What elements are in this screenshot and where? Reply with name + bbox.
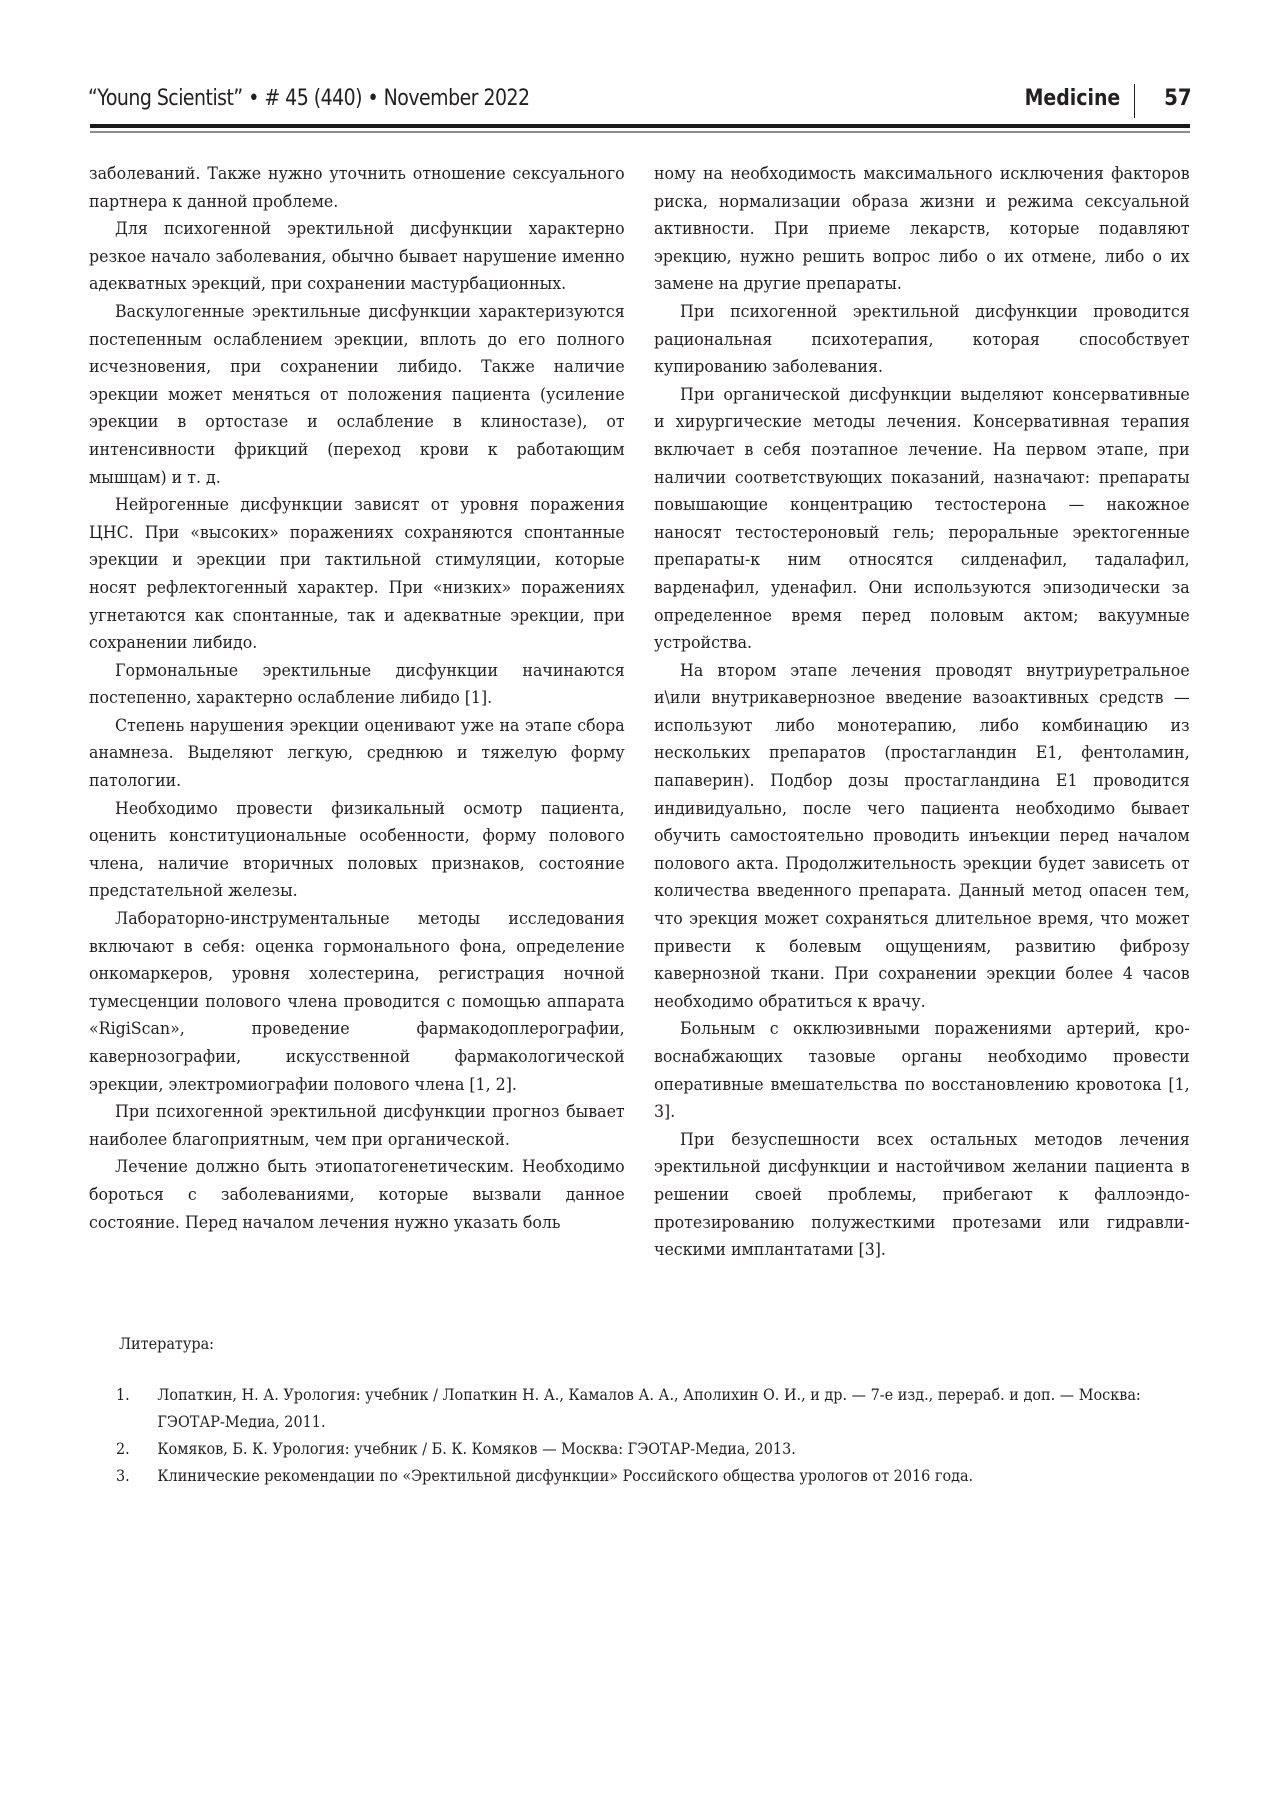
paragraph: Больным с окклюзивными поражениями артерий, кровоснабжающих тазовые органы необходимо провести оперативные вмешательства по восстановлению кровотока [1, 3]. <box>654 1019 1190 1123</box>
paragraph: Васкулогенные эректильные дисфункции характеризуются постепенным ослаблением эрекции, вплоть до его полного исчезновения, при сохранении либидо. Также наличие эрекции может меняться от положения пациента (усиление эрекции в ортостазе и ослабление в клиностазе), от интенсивности фрикций (переход крови к работающим мышцам) и т. д. <box>89 301 625 488</box>
reference-item <box>89 1381 1201 1435</box>
paragraph: Лечение должно быть этиопатогенетическим. Необходимо бороться с заболеваниями, которые вызвали данное состояние. Перед началом лечения нужно указать боль <box>89 1157 625 1233</box>
page-number: 57 <box>1164 86 1192 111</box>
paragraph: Гормональные эректильные дисфункции начинаются постепенно, характерно ослабление либидо [1]. <box>89 660 625 709</box>
reference-number: 2. <box>116 1439 130 1458</box>
paragraph: Для психогенной эректильной дисфункции характерно резкое начало заболевания, обычно бывает нарушение именно адекватных эрекций, при сохранении мастурбационных. <box>89 219 625 295</box>
paragraph: заболеваний. Также нужно уточнить отношение сексуального партнера к данной проблеме. <box>89 164 625 212</box>
reference-item <box>89 1435 1201 1462</box>
references-section <box>89 1330 1199 1489</box>
reference-number: 3. <box>116 1466 130 1485</box>
paragraph: Степень нарушения эрекции оценивают уже на этапе сбора анамнеза. Выделяют легкую, среднюю и тяжелую форму патологии. <box>89 715 625 792</box>
paragraph: При психогенной эректильной дисфункции прогноз бывает наиболее благоприятным, чем при органической. <box>89 1102 625 1150</box>
header-divider <box>1134 84 1136 118</box>
paragraph: При органической дисфункции выделяют консервативные и хирургические методы лечения. Консервативная терапия включает в себя поэтапное лечение. На первом этапе, при наличии соответствующих показаний, назначают: препараты повышающие концентрацию тестостерона — накожное наносят тестостероновый гель; пероральные эректогенные препараты-к ним относятся силденафил, тадалафил, варденафил, уденафил. Они используются эпизодически за определенное время перед половым актом; вакуумные устройства. <box>654 384 1190 654</box>
references-list <box>89 1381 1199 1489</box>
reference-number: 1. <box>116 1385 130 1404</box>
reference-text: Клинические рекомендации по «Эректильной дисфункции» Российского общества урологов от 2016 года. <box>157 1466 974 1485</box>
header-rule-thin <box>90 131 1190 133</box>
header-rule-thick <box>90 124 1190 128</box>
running-header <box>88 84 1192 124</box>
header-right <box>1009 84 1192 120</box>
paragraph: ному на необходимость максимального исключения факторов риска, нормализации образа жизни и режима сексуальной активности. При приеме лекарств, которые подавляют эрекцию, нужно решить вопрос либо о их отмене, либо о их замене на другие препараты. <box>654 164 1190 295</box>
right-column <box>654 161 1190 1265</box>
reference-item <box>89 1462 1201 1489</box>
section-name: Medicine <box>1024 86 1120 111</box>
reference-text: Лопаткин, Н. А. Урология: учебник / Лопаткин Н. А., Камалов А. А., Аполихин О. И., и др. — 7-е изд., перераб. и доп. — Москва: ГЭОТАР-Медиа, 2011. <box>157 1385 1141 1431</box>
reference-text: Комяков, Б. К. Урология: учебник / Б. К. Комяков — Москва: ГЭОТАР-Медиа, 2013. <box>157 1439 796 1458</box>
paragraph: При безуспешности всех остальных методов лечения эректильной дисфункции и настойчивом желании пациента в решении своей проблемы, прибегают к фаллоэндопротезированию полужесткими протезами или гидравлическими имплантатами [3]. <box>654 1129 1190 1261</box>
references-title: Литература: <box>119 1334 215 1353</box>
paragraph: Лабораторно-инструментальные методы исследования включают в себя: оценка гормонального фона, определение онкомаркеров, уровня холестерина, регистрация ночной тумесценции полового члена проводится с помощью аппарата «RigiScan», проведение фармакодоплерографии, кавернозографии, искусственной фармакологической эрекции, электромиографии полового члена [1, 2]. <box>89 909 625 1095</box>
paragraph: На втором этапе лечения проводят внутриуретральное и\или внутрикавернозное введение вазоактивных средств — используют либо монотерапию, либо комбинацию из нескольких препаратов (простагландин E1, фентоламин, папаверин). Подбор дозы простагландина E1 проводится индивидуально, после чего пациента необходимо бывает обучить самостоятельно проводить инъекции перед началом полового акта. Продолжительность эрекции будет зависеть от количества введенного препарата. Данный метод опасен тем, что эрекция может сохраняться длительное время, что может привести к болевым ощущениям, развитию фиброзу кавернозной ткани. При сохранении эрекции более 4 часов необходимо обратиться к врачу. <box>654 660 1190 1012</box>
paragraph: При психогенной эректильной дисфункции проводится рациональная психотерапия, которая способствует купированию заболевания. <box>654 301 1190 378</box>
paragraph: Нейрогенные дисфункции зависят от уровня поражения ЦНС. При «высоких» поражениях сохраняются спонтанные эрекции и эрекции при тактильной стимуляции, которые носят рефлектогенный характер. При «низких» поражениях угнетаются как спонтанные, так и адекватные эрекции, при сохранении либидо. <box>89 495 625 654</box>
journal-info: “Young Scientist” • # 45 (440) • November 2022 <box>88 86 530 111</box>
paragraph: Необходимо провести физикальный осмотр пациента, оценить конституциональные особенности, форму полового члена, наличие вторичных половых признаков, состояние предстательной железы. <box>89 798 625 902</box>
left-column <box>89 161 625 1237</box>
